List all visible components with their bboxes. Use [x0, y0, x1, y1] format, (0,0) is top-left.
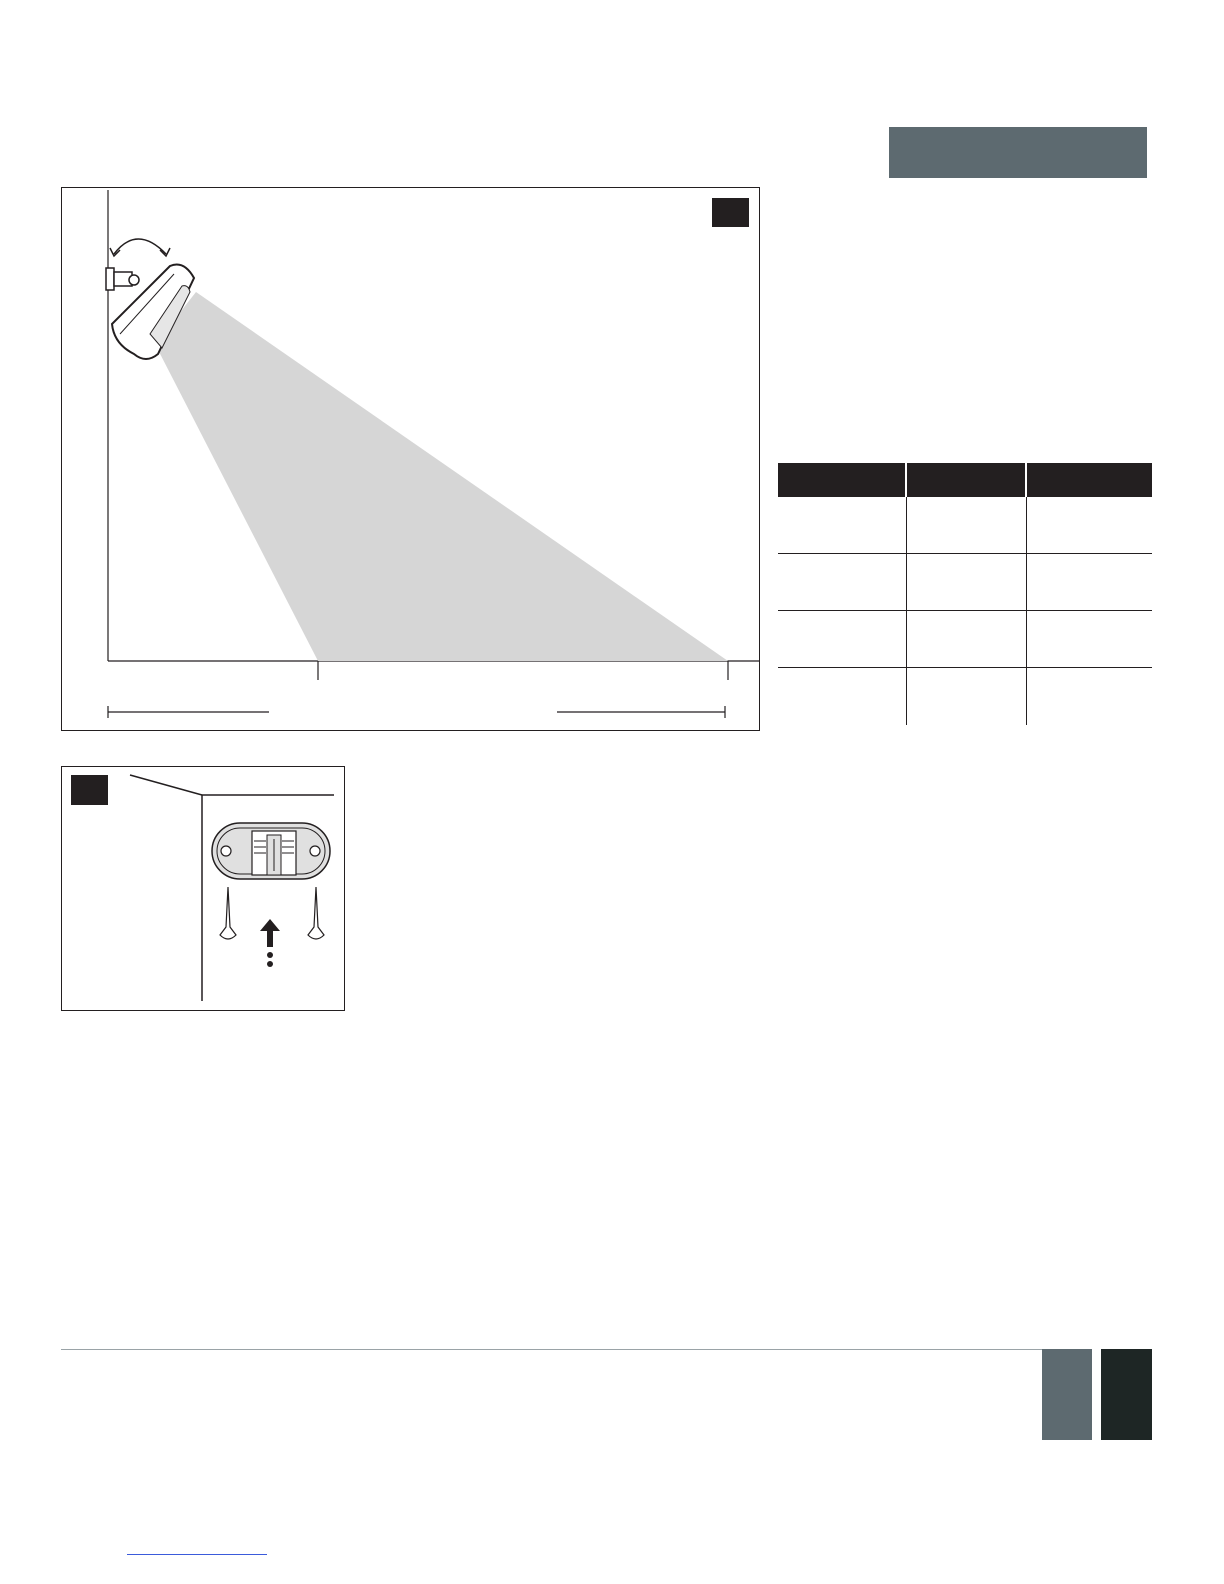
table-header-row: [778, 463, 1152, 497]
coverage-diagram-figure: [61, 187, 760, 731]
table-cell: [1026, 611, 1152, 668]
table-row: [778, 497, 1152, 554]
section-tab-grey: [1042, 1349, 1092, 1440]
figure-number-badge: [71, 775, 108, 805]
arrow-up-icon: [260, 919, 280, 967]
table-cell: [1026, 668, 1152, 725]
range-dimension-line: [108, 706, 725, 718]
table-cell: [906, 611, 1026, 668]
section-header-bar: [889, 127, 1147, 178]
rotation-arrow-icon: [110, 239, 170, 256]
screw-icon: [220, 887, 236, 939]
ceiling-edge: [130, 775, 202, 795]
coverage-diagram: [62, 188, 761, 732]
table-cell: [906, 668, 1026, 725]
screw-icon: [308, 887, 324, 939]
table-cell: [778, 611, 906, 668]
footer-link-underline[interactable]: [127, 1554, 267, 1555]
detection-beam: [155, 292, 728, 661]
table-row: [778, 668, 1152, 725]
table-cell: [778, 668, 906, 725]
table-row: [778, 611, 1152, 668]
mounting-bracket-icon: [212, 823, 330, 879]
table-header-cell: [778, 463, 905, 497]
table-cell: [778, 497, 906, 554]
table-cell: [1026, 554, 1152, 611]
table-cell: [906, 554, 1026, 611]
footer-rule: [61, 1349, 1042, 1350]
table-cell: [1026, 497, 1152, 554]
table-header-cell: [905, 463, 1026, 497]
section-tab-black: [1101, 1349, 1152, 1440]
table-cell: [906, 497, 1026, 554]
table-header-cell: [1025, 463, 1152, 497]
specification-table: [778, 463, 1152, 725]
table-row: [778, 554, 1152, 611]
table-cell: [778, 554, 906, 611]
figure-number-badge: [712, 198, 749, 227]
